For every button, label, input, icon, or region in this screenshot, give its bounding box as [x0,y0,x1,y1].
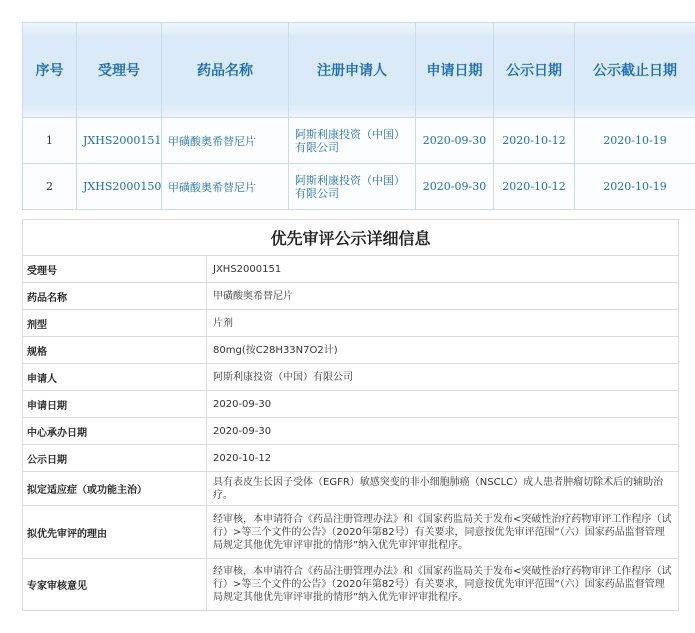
table-row[interactable] [23,118,695,164]
value-indication: 具有表皮生长因子受体（EGFR）敏感突变的非小细胞肺癌（NSCLC）成人患者肿瘤切除术后的辅助治疗。 [207,472,679,506]
priority-review-list [22,22,695,210]
header-publish-date: 公示日期 [494,23,575,118]
label-center-date: 中心承办日期 [23,418,207,445]
row-apply-date[interactable]: 2020-09-30 [416,164,494,210]
row-accept-no-link[interactable]: JXHS2000151 [77,118,162,164]
value-priority-reason: 经审核，本申请符合《药品注册管理办法》和《国家药监局关于发布<突破性治疗药物审评工作程序（试行）>等三个文件的公告》（2020年第82号）有关要求，同意按优先审评范围“（六）国家药品监督管理局规定其他优先审评审批的情形”纳入优先审评审批程序。 [207,506,679,559]
label-applicant: 申请人 [23,364,207,391]
header-no: 序号 [23,23,77,118]
row-accept-no-link[interactable]: JXHS2000150 [77,164,162,210]
detail-title: 优先审评公示详细信息 [23,220,679,256]
row-no: 1 [23,118,77,164]
row-deadline[interactable]: 2020-10-19 [575,164,695,210]
header-deadline: 公示截止日期 [575,23,695,118]
label-dosage-form: 剂型 [23,310,207,337]
label-accept-no: 受理号 [23,256,207,283]
row-deadline[interactable]: 2020-10-19 [575,118,695,164]
row-applicant[interactable]: 阿斯利康投资（中国）有限公司 [289,118,416,164]
label-apply-date: 申请日期 [23,391,207,418]
header-drug-name: 药品名称 [162,23,289,118]
value-dosage-form: 片剂 [207,310,679,337]
label-indication: 拟定适应症（或功能主治） [23,472,207,506]
row-applicant[interactable]: 阿斯利康投资（中国）有限公司 [289,164,416,210]
label-specification: 规格 [23,337,207,364]
value-drug-name: 甲磺酸奥希替尼片 [207,283,679,310]
row-apply-date[interactable]: 2020-09-30 [416,118,494,164]
header-apply-date: 申请日期 [416,23,494,118]
value-apply-date: 2020-09-30 [207,391,679,418]
table-row[interactable] [23,164,695,210]
row-drug-name-link[interactable]: 甲磺酸奥希替尼片 [162,164,289,210]
header-accept-no: 受理号 [77,23,162,118]
header-applicant: 注册申请人 [289,23,416,118]
label-expert-opinion: 专家审核意见 [23,559,207,611]
value-accept-no: JXHS2000151 [207,256,679,283]
value-publish-date: 2020-10-12 [207,445,679,472]
list-table [22,22,695,210]
value-expert-opinion: 经审核，本申请符合《药品注册管理办法》和《国家药监局关于发布<突破性治疗药物审评工作程序（试行）>等三个文件的公告》（2020年第82号）有关要求，同意按优先审评范围“（六）国家药品监督管理局规定其他优先审评审批的情形”纳入优先审评审批程序。 [207,559,679,611]
value-center-date: 2020-09-30 [207,418,679,445]
row-publish-date[interactable]: 2020-10-12 [494,118,575,164]
row-publish-date[interactable]: 2020-10-12 [494,164,575,210]
value-applicant: 阿斯利康投资（中国）有限公司 [207,364,679,391]
detail-table [22,219,679,611]
row-no: 2 [23,164,77,210]
label-publish-date: 公示日期 [23,445,207,472]
row-drug-name-link[interactable]: 甲磺酸奥希替尼片 [162,118,289,164]
label-drug-name: 药品名称 [23,283,207,310]
priority-review-detail [22,219,678,611]
value-specification: 80mg(按C28H33N7O2计) [207,337,679,364]
list-header-row [23,23,695,118]
label-priority-reason: 拟优先审评的理由 [23,506,207,559]
